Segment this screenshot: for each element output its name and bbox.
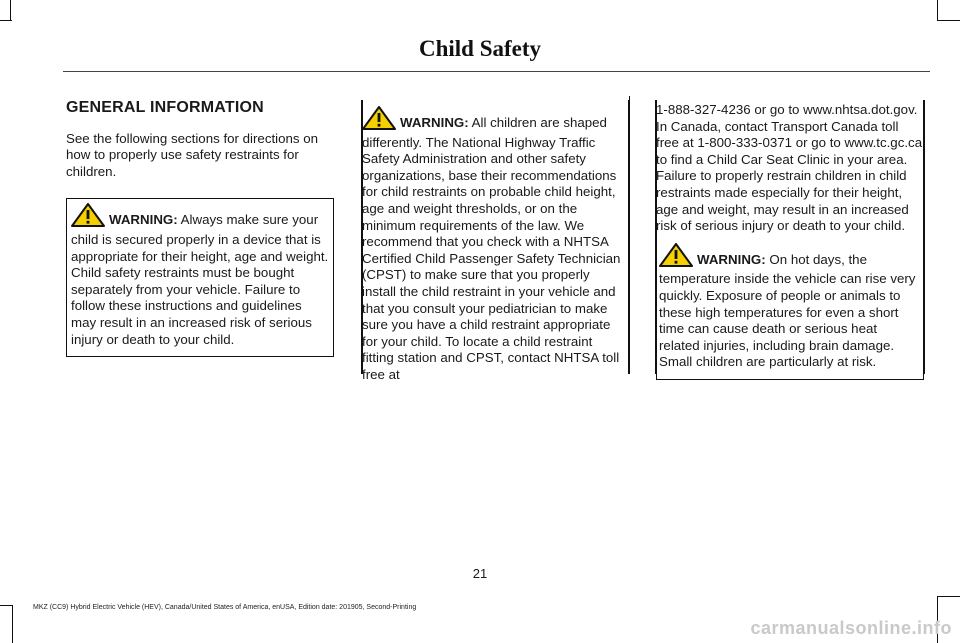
section-heading: GENERAL INFORMATION — [66, 99, 264, 116]
warning-label: WARNING: — [697, 251, 766, 267]
crop-mark — [0, 605, 12, 606]
warning-triangle-icon — [659, 243, 693, 272]
column-left — [66, 96, 334, 357]
warning-label: WARNING: — [400, 115, 469, 130]
warning-triangle-icon — [362, 106, 396, 135]
watermark: carmanualsonline.info — [750, 618, 952, 638]
column-rule — [923, 100, 925, 374]
warning-continuation: 1-888-327-4236 or go to www.nhtsa.dot.gov. In Canada, contact Transport Canada toll free at 1-800-333-0371 or go to www.tc.gc.ca to find a Child Car Seat Clinic in your area. Failure to properly restrain children in child restraints made especially for their height, age and weight, may result in an increased risk of serious injury or death to your child. — [656, 102, 923, 234]
warning-box — [66, 198, 334, 357]
crop-mark — [937, 596, 960, 597]
crop-mark — [12, 605, 13, 643]
warning-box — [656, 235, 924, 380]
warning-text: Always make sure your child is secured properly in a device that is appropriate for their height, age and weight. Child safety restraints must be bought separately from your vehicle. Failure to follow these instructions and guidelines may result in an increased risk of serious injury or death to your child. — [71, 212, 329, 347]
column-rule — [628, 100, 630, 374]
crop-mark — [0, 20, 12, 21]
warning-box — [362, 96, 630, 382]
warning-paragraph — [362, 106, 627, 384]
page-title: Child Safety — [418, 36, 542, 61]
column-rule — [655, 100, 657, 374]
column-middle — [362, 96, 630, 382]
warning-label: WARNING: — [109, 212, 178, 228]
column-rule — [361, 100, 363, 374]
crop-mark — [937, 0, 938, 20]
crop-mark — [937, 20, 960, 21]
page-number: 21 — [472, 566, 488, 581]
header-rule — [63, 71, 930, 72]
intro-paragraph: See the following sections for directions on how to properly use safety restraints for children. — [66, 130, 319, 179]
crop-mark — [10, 0, 11, 20]
warning-text: On hot days, the temperature inside the vehicle can rise very quickly. Exposure of people or animals to these high temperatures for even a short time can cause death or serious heat related injuries, including brain damage. Small children are particularly at risk. — [659, 251, 916, 370]
warning-triangle-icon — [71, 203, 105, 232]
column-right — [656, 96, 924, 380]
warning-paragraph — [71, 203, 329, 348]
footer-edition-info: MKZ (CC9) Hybrid Electric Vehicle (HEV), Canada/United States of America, enUSA, Edition date: 201905, Second-Printing — [33, 604, 417, 611]
warning-text: All children are shaped differently. The National Highway Traffic Safety Administration and other safety organizations, base their recommendations for child restraints on probable child height, age and weight thresholds, or on the minimum requirements of the law. We recommend that you check with a NHTSA Certified Child Passenger Safety Technician (CPST) to make sure that you properly install the child restraint in your vehicle and that you consult your pediatrician to make sure you have a child restraint appropriate for your child. To locate a child restraint fitting station and CPST, contact NHTSA toll free at — [362, 115, 621, 382]
warning-paragraph — [659, 243, 921, 371]
